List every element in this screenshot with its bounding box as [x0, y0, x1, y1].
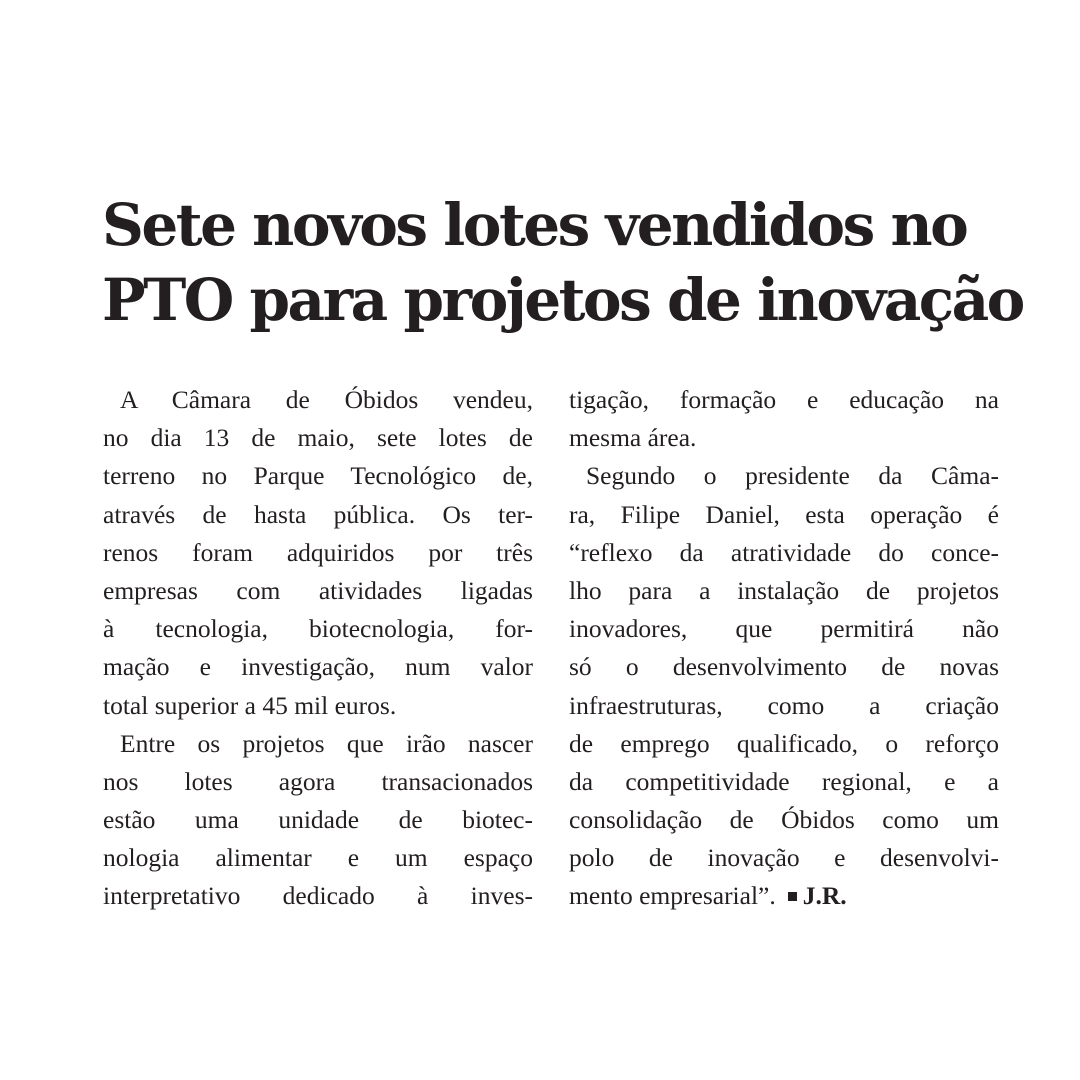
text-line: mento empresarial”. [569, 881, 776, 911]
text-line: através de hasta pública. Os ter- [103, 499, 533, 529]
text-line: total superior a 45 mil euros. [103, 690, 397, 720]
text-line: no dia 13 de maio, sete lotes de [103, 423, 533, 453]
text-line: interpretativo dedicado à inves- [103, 881, 533, 911]
article-column-right [569, 381, 999, 916]
article-headline [102, 188, 1023, 338]
text-line: polo de inovação e desenvolvi- [569, 843, 999, 873]
text-line: tigação, formação e educação na [569, 385, 999, 414]
final-text-line [569, 877, 999, 915]
text-line: inovadores, que permitirá não [569, 614, 999, 644]
text-line: nos lotes agora transacionados [103, 766, 533, 796]
text-line: consolidação de Óbidos como um [569, 805, 999, 835]
text-line: empresas com atividades ligadas [103, 575, 533, 605]
text-line: infraestruturas, como a criação [569, 690, 999, 720]
end-mark-icon [788, 892, 797, 901]
byline: J.R. [802, 881, 847, 911]
text-line: Segundo o presidente da Câma- [586, 461, 999, 491]
text-line: nologia alimentar e um espaço [103, 843, 533, 873]
text-line: mação e investigação, num valor [103, 652, 533, 682]
text-line: à tecnologia, biotecnologia, for- [103, 614, 533, 644]
text-line: “reflexo da atratividade do conce- [569, 537, 999, 567]
text-line: só o desenvolvimento de novas [569, 652, 999, 682]
text-line: estão uma unidade de biotec- [103, 805, 533, 835]
text-line: de emprego qualificado, o reforço [569, 728, 999, 758]
text-line: A Câmara de Óbidos vendeu, [120, 385, 533, 414]
text-line: Entre os projetos que irão nascer [120, 728, 533, 758]
headline-line-2: PTO para projetos de inovação [102, 266, 1023, 334]
text-line: lho para a instalação de projetos [569, 575, 999, 605]
headline-line-1: Sete novos lotes vendidos no [102, 191, 967, 259]
text-line: da competitividade regional, e a [569, 766, 999, 796]
text-line: ra, Filipe Daniel, esta operação é [569, 499, 999, 529]
text-line: terreno no Parque Tecnológico de, [103, 461, 533, 491]
text-line: mesma área. [569, 423, 697, 453]
text-line: renos foram adquiridos por três [103, 537, 533, 567]
article-column-left [103, 381, 533, 916]
